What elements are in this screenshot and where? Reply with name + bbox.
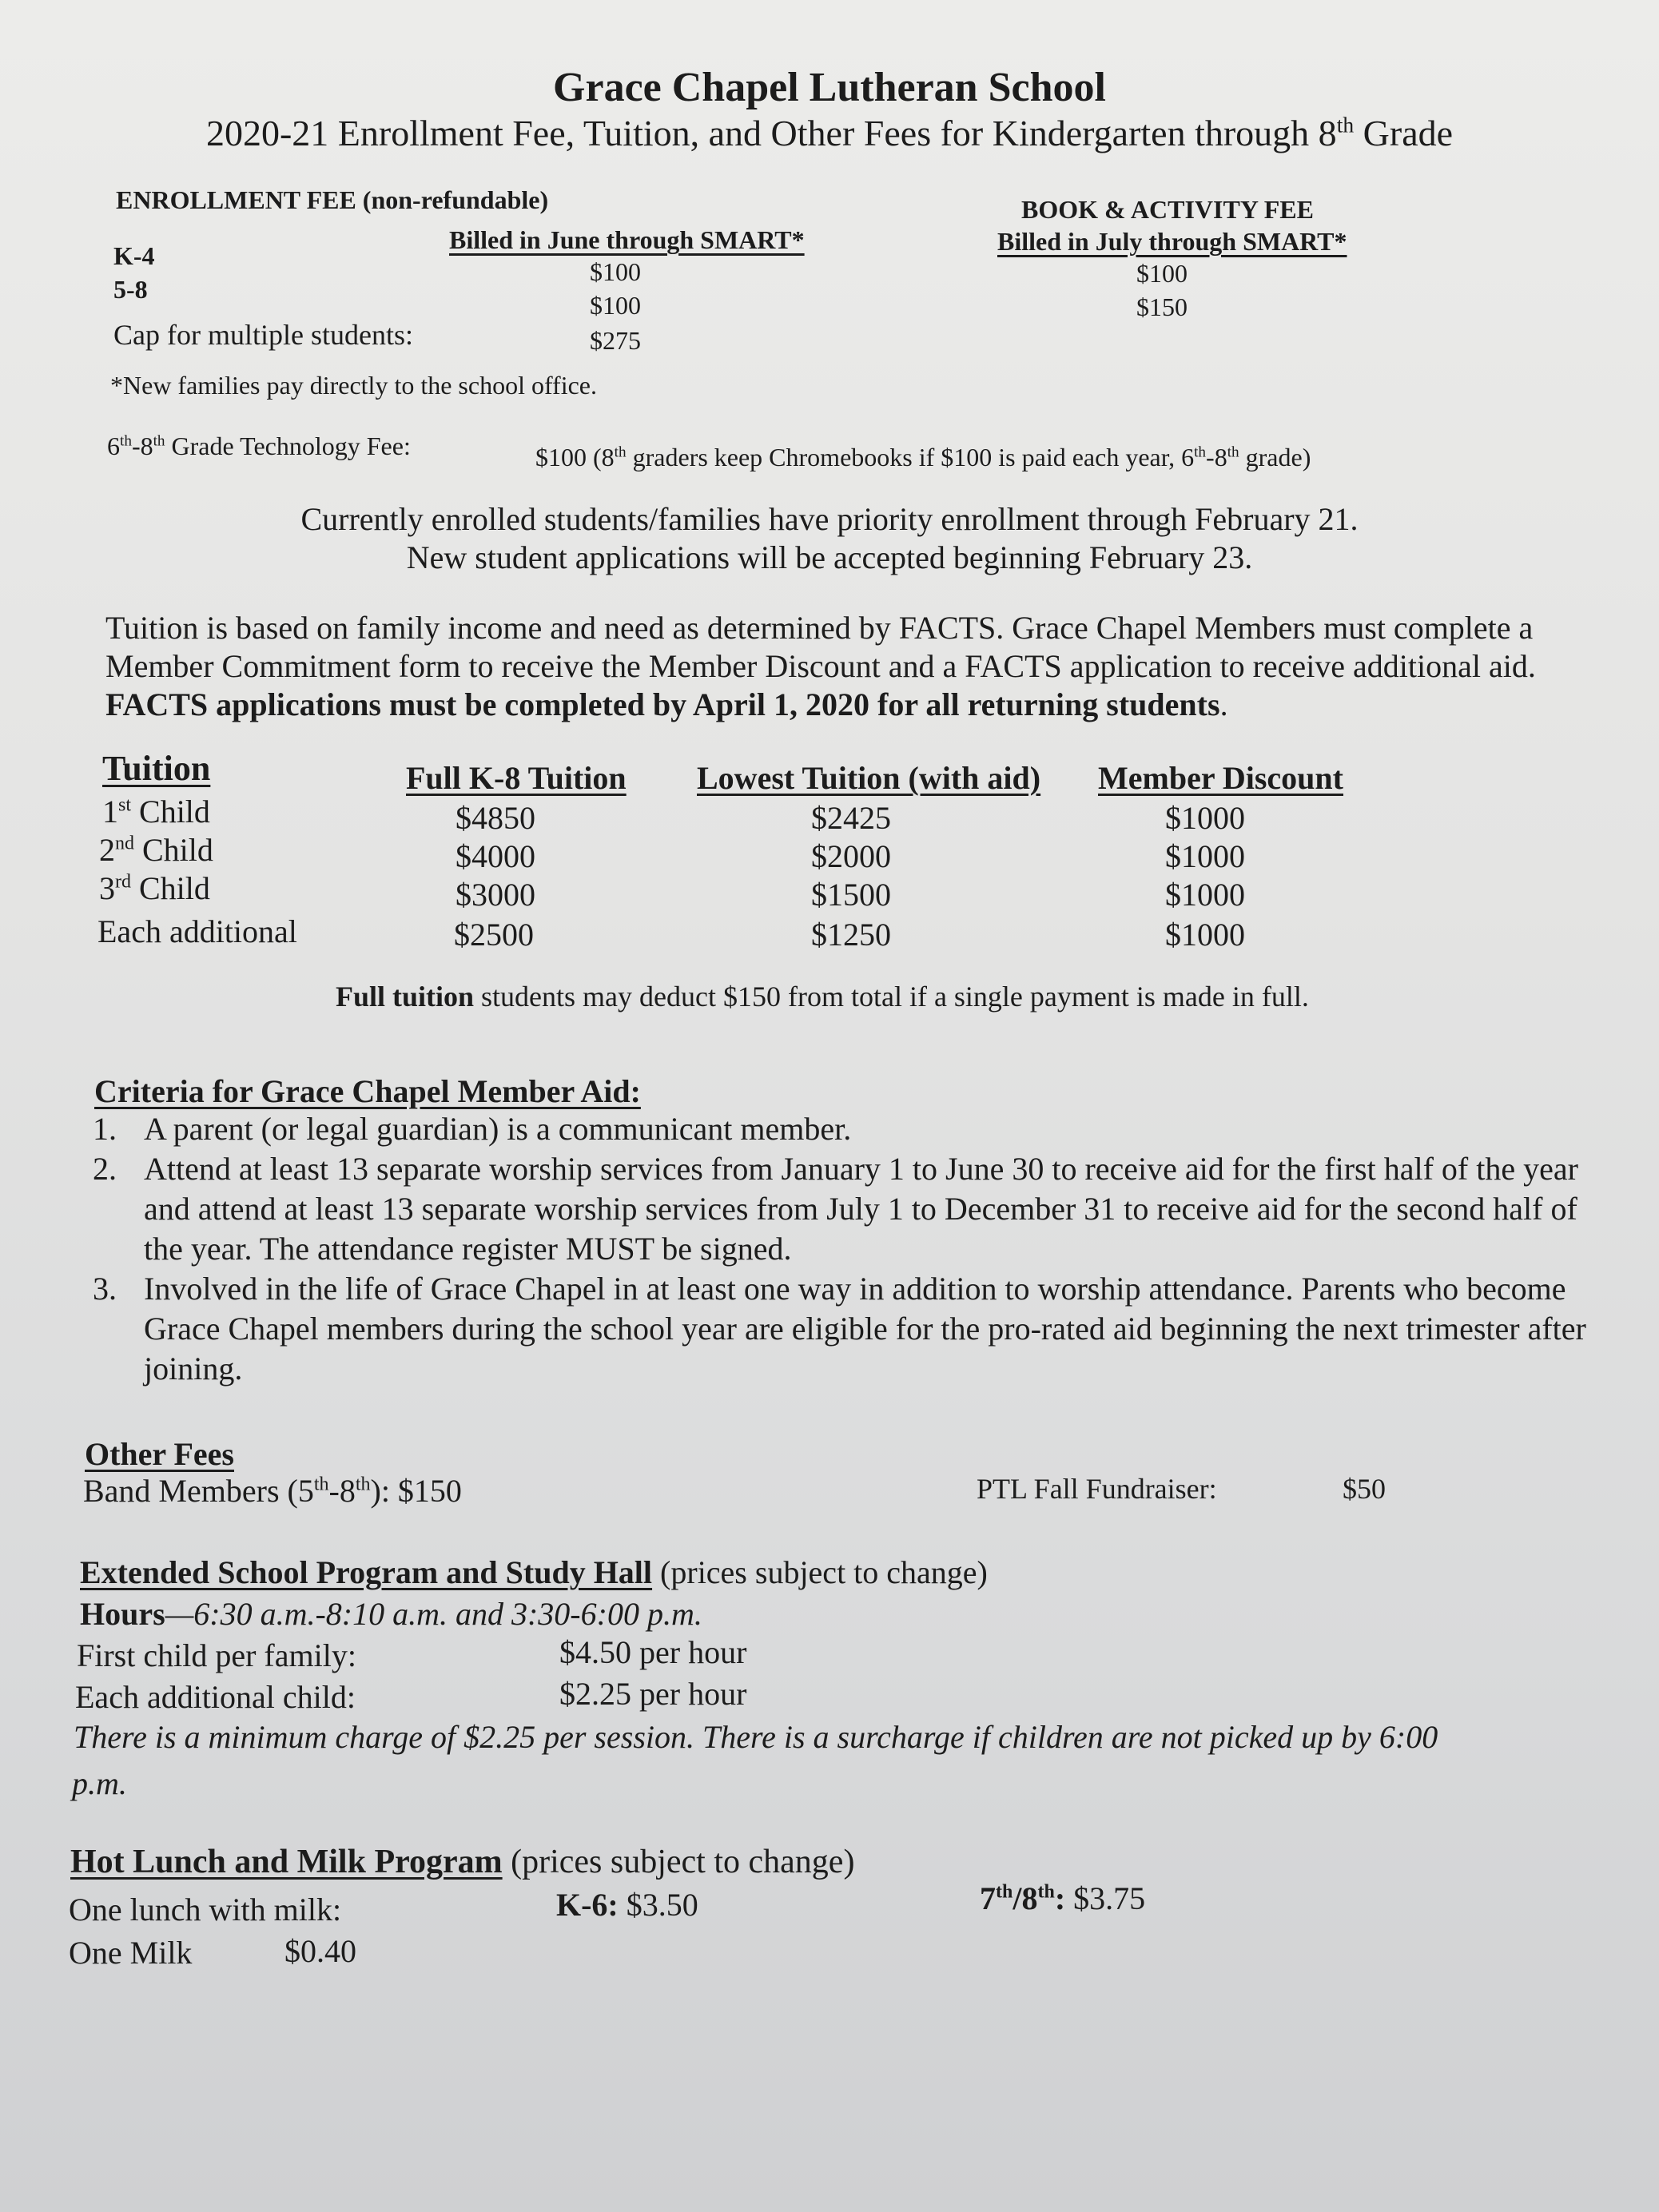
tuition-info-paragraph: Tuition is based on family income and need as determined by FACTS. Grace Chapel Members must complete a Member Commitment form to receive the Member Discount and a FACTS application to receive additional aid. FACTS applications must be completed by April 1, 2020 for all returning students. [105, 610, 1536, 722]
first-child-label: First child per family: [77, 1637, 356, 1673]
milk-label: One Milk [69, 1935, 193, 1971]
extended-hours: Hours—6:30 a.m.-8:10 a.m. and 3:30-6:00 p.m. [80, 1596, 702, 1632]
full-tuition-value: $4850 [456, 800, 535, 836]
member-discount-value: $1000 [1165, 917, 1245, 953]
member-discount-value: $1000 [1165, 838, 1245, 874]
ptl-fundraiser-label: PTL Fall Fundraiser: [977, 1473, 1217, 1505]
additional-child-label: Each additional child: [75, 1679, 356, 1715]
enrollment-billed-heading: Billed in June through SMART* [449, 225, 805, 254]
upper-grade-lunch-price: 7th/8th: $3.75 [980, 1880, 1146, 1916]
full-tuition-value: $2500 [454, 917, 534, 953]
criteria-item: 1. A parent (or legal guardian) is a communicant member. [93, 1111, 852, 1147]
tuition-row-label: 2nd Child [99, 832, 213, 868]
school-name: Grace Chapel Lutheran School [553, 65, 1106, 110]
book-activity-heading: BOOK & ACTIVITY FEE [1021, 195, 1314, 224]
priority-line-1: Currently enrolled students/families have priority enrollment through February 21. [300, 501, 1359, 537]
enrollment-row-fee: $100 [590, 257, 641, 286]
other-fees-heading: Other Fees [85, 1436, 234, 1472]
enrollment-row-label: Cap for multiple students: [113, 319, 413, 351]
lunch-with-milk-label: One lunch with milk: [69, 1892, 342, 1928]
criteria-list [93, 1109, 1592, 1389]
lowest-tuition-header: Lowest Tuition (with aid) [697, 760, 1041, 796]
enrollment-row-fee: $100 [590, 291, 641, 320]
new-families-note: *New families pay directly to the school office. [110, 371, 597, 400]
tuition-table-heading: Tuition [102, 749, 211, 788]
hot-lunch-heading: Hot Lunch and Milk Program (prices subject to change) [70, 1844, 855, 1880]
full-tuition-value: $4000 [456, 838, 535, 874]
member-discount-value: $1000 [1165, 800, 1245, 836]
lowest-tuition-value: $2000 [811, 838, 891, 874]
document-subtitle: 2020-21 Enrollment Fee, Tuition, and Other Fees for Kindergarten through 8th Grade [205, 112, 1454, 153]
additional-child-rate: $2.25 per hour [559, 1676, 747, 1712]
enrollment-row-fee: $275 [590, 326, 641, 355]
extended-note-line-1: There is a minimum charge of $2.25 per session. There is a surcharge if children are not picked up by 6:00 [74, 1719, 1438, 1755]
k6-lunch-price: K-6: $3.50 [556, 1887, 698, 1923]
member-discount-header: Member Discount [1098, 760, 1343, 796]
full-tuition-note: Full tuition students may deduct $150 from total if a single payment is made in full. [336, 981, 1309, 1013]
lowest-tuition-value: $1250 [811, 917, 891, 953]
enrollment-row-label: 5-8 [113, 275, 148, 304]
book-row-fee: $100 [1136, 259, 1188, 288]
extended-note-line-2: p.m. [72, 1765, 127, 1801]
member-discount-value: $1000 [1165, 877, 1245, 913]
ptl-fundraiser-value: $50 [1343, 1473, 1386, 1505]
milk-price: $0.40 [284, 1933, 356, 1969]
full-tuition-header: Full K-8 Tuition [406, 760, 627, 796]
priority-line-2: New student applications will be accepted beginning February 23. [406, 539, 1253, 575]
criteria-heading: Criteria for Grace Chapel Member Aid: [94, 1073, 641, 1109]
book-row-fee: $150 [1136, 292, 1188, 321]
enrollment-row-label: K-4 [113, 241, 155, 270]
tuition-row-label: 3rd Child [99, 870, 210, 906]
criteria-item: 3. Involved in the life of Grace Chapel in at least one way in addition to worship attendance. Parents who become Grace Chapel members during the school year are eligible for the pro-rated aid beginning the next trimester after joining. [93, 1271, 1586, 1386]
first-child-rate: $4.50 per hour [559, 1634, 747, 1670]
full-tuition-value: $3000 [456, 877, 535, 913]
lowest-tuition-value: $1500 [811, 877, 891, 913]
tuition-row-label: Each additional [97, 913, 297, 949]
extended-program-heading: Extended School Program and Study Hall (prices subject to change) [80, 1554, 988, 1590]
technology-fee-value: $100 (8th graders keep Chromebooks if $100 is paid each year, 6th-8th grade) [535, 443, 1311, 471]
technology-fee-label: 6th-8th Grade Technology Fee: [107, 432, 411, 460]
book-billed-heading: Billed in July through SMART* [997, 227, 1347, 256]
band-members-fee: Band Members (5th-8th): $150 [83, 1473, 462, 1509]
tuition-row-label: 1st Child [102, 794, 210, 830]
lowest-tuition-value: $2425 [811, 800, 891, 836]
enrollment-fee-heading: ENROLLMENT FEE (non-refundable) [116, 185, 549, 214]
criteria-item: 2. Attend at least 13 separate worship services from January 1 to June 30 to receive aid for the first half of the year and attend at least 13 separate worship services from July 1 to December 31 to receive aid for the second half of the year. The attendance register MUST be signed. [93, 1151, 1578, 1267]
